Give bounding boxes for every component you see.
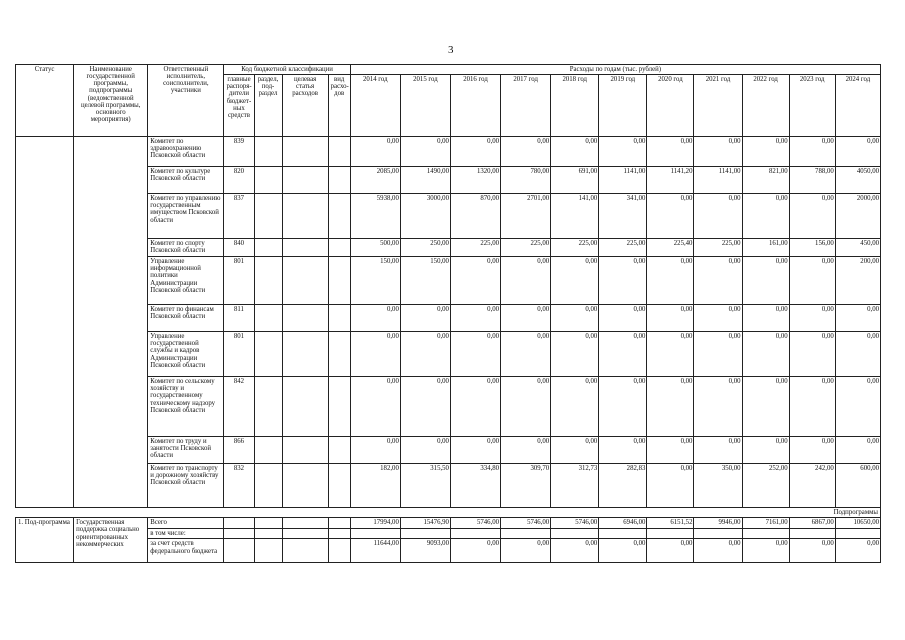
value-cell: 1320,00 [450, 167, 500, 194]
grbs-code-cell: 801 [224, 257, 254, 305]
value-cell: 0,00 [694, 305, 742, 332]
value-cell: 252,00 [742, 464, 789, 508]
total-value: 7161,00 [742, 518, 789, 529]
value-cell: 0,00 [501, 377, 551, 437]
total-value: 10650,00 [835, 518, 880, 529]
value-cell: 0,00 [599, 332, 647, 377]
federal-value: 0,00 [551, 539, 599, 563]
value-cell: 0,00 [400, 437, 450, 464]
executor-cell: Комитет по транспорту и дорожному хозяйству Псковской области [148, 464, 224, 508]
value-cell: 0,00 [450, 377, 500, 437]
code-cell [328, 437, 350, 464]
value-cell: 0,00 [647, 377, 694, 437]
value-cell: 0,00 [742, 137, 789, 167]
header-year: 2020 год [647, 75, 694, 137]
code-cell [328, 464, 350, 508]
value-cell: 0,00 [789, 305, 835, 332]
value-cell: 0,00 [450, 257, 500, 305]
value-cell: 0,00 [647, 257, 694, 305]
total-value: 5746,00 [551, 518, 599, 529]
code-cell [282, 239, 328, 257]
value-cell: 0,00 [789, 332, 835, 377]
federal-value: 0,00 [501, 539, 551, 563]
section-label: Подпрограммы [16, 508, 881, 518]
value-cell: 0,00 [647, 137, 694, 167]
name-cell [74, 137, 148, 508]
header-year: 2024 год [835, 75, 880, 137]
value-cell: 0,00 [350, 437, 400, 464]
value-cell: 315,50 [400, 464, 450, 508]
value-cell: 242,00 [789, 464, 835, 508]
grbs-code-cell: 837 [224, 194, 254, 239]
code-cell [282, 305, 328, 332]
code-cell [282, 377, 328, 437]
value-cell: 225,00 [551, 239, 599, 257]
value-cell: 0,00 [501, 437, 551, 464]
value-cell: 250,00 [400, 239, 450, 257]
value-cell: 0,00 [599, 437, 647, 464]
value-cell: 0,00 [647, 437, 694, 464]
header-year: 2016 год [450, 75, 500, 137]
federal-value: 0,00 [742, 539, 789, 563]
value-cell: 500,00 [350, 239, 400, 257]
code-cell [282, 257, 328, 305]
value-cell: 225,40 [647, 239, 694, 257]
value-cell: 0,00 [450, 437, 500, 464]
value-cell: 350,00 [694, 464, 742, 508]
code-cell [282, 437, 328, 464]
total-value: 5746,00 [450, 518, 500, 529]
header-grbs: главные распоря-дители бюджет-ных средств [224, 75, 254, 137]
value-cell: 0,00 [742, 257, 789, 305]
value-cell: 0,00 [400, 305, 450, 332]
header-rzpr: раздел, под-раздел [254, 75, 282, 137]
value-cell: 0,00 [551, 437, 599, 464]
value-cell: 0,00 [400, 137, 450, 167]
federal-value: 0,00 [694, 539, 742, 563]
value-cell: 0,00 [350, 377, 400, 437]
value-cell: 0,00 [551, 377, 599, 437]
grbs-code-cell: 839 [224, 137, 254, 167]
total-value: 6946,00 [599, 518, 647, 529]
code-cell [282, 194, 328, 239]
total-value: 5746,00 [501, 518, 551, 529]
code-cell [282, 332, 328, 377]
table-row [16, 518, 881, 529]
federal-label: за счет средств федерального бюджета [148, 539, 224, 563]
header-status: Статус [16, 65, 74, 137]
value-cell: 0,00 [694, 437, 742, 464]
value-cell: 141,00 [551, 194, 599, 239]
code-cell [254, 257, 282, 305]
value-cell: 225,00 [450, 239, 500, 257]
header-year: 2018 год [551, 75, 599, 137]
including-label: в том числе: [148, 529, 224, 539]
value-cell: 0,00 [742, 194, 789, 239]
code-cell [328, 167, 350, 194]
value-cell: 0,00 [789, 257, 835, 305]
value-cell: 821,00 [742, 167, 789, 194]
value-cell: 0,00 [742, 377, 789, 437]
code-cell [254, 167, 282, 194]
value-cell: 161,00 [742, 239, 789, 257]
value-cell: 0,00 [694, 257, 742, 305]
code-cell [328, 137, 350, 167]
value-cell: 0,00 [400, 332, 450, 377]
value-cell: 0,00 [501, 137, 551, 167]
value-cell: 0,00 [599, 257, 647, 305]
value-cell: 0,00 [450, 332, 500, 377]
value-cell: 309,70 [501, 464, 551, 508]
federal-value: 0,00 [789, 539, 835, 563]
value-cell: 0,00 [350, 137, 400, 167]
code-cell [254, 305, 282, 332]
value-cell: 4050,00 [835, 167, 880, 194]
value-cell: 600,00 [835, 464, 880, 508]
value-cell: 0,00 [835, 305, 880, 332]
total-value: 17994,00 [350, 518, 400, 529]
value-cell: 282,83 [599, 464, 647, 508]
total-value: 6151,52 [647, 518, 694, 529]
code-cell [328, 305, 350, 332]
value-cell: 0,00 [789, 377, 835, 437]
header-csr: целевая статья расходов [282, 75, 328, 137]
value-cell: 334,80 [450, 464, 500, 508]
value-cell: 0,00 [694, 332, 742, 377]
code-cell [254, 464, 282, 508]
total-value: 15476,90 [400, 518, 450, 529]
value-cell: 0,00 [835, 137, 880, 167]
value-cell: 0,00 [551, 137, 599, 167]
federal-value: 0,00 [647, 539, 694, 563]
value-cell: 788,00 [789, 167, 835, 194]
value-cell: 225,00 [599, 239, 647, 257]
header-vr: вид расхо-дов [328, 75, 350, 137]
value-cell: 0,00 [835, 332, 880, 377]
value-cell: 225,00 [694, 239, 742, 257]
value-cell: 312,73 [551, 464, 599, 508]
grbs-code-cell: 832 [224, 464, 254, 508]
table-row [16, 137, 881, 167]
code-cell [254, 377, 282, 437]
executor-cell: Управление информационной политики Администрации Псковской области [148, 257, 224, 305]
code-cell [254, 437, 282, 464]
code-cell [328, 332, 350, 377]
value-cell: 0,00 [599, 377, 647, 437]
subprogram-status: 1. Под-программа [16, 518, 74, 563]
value-cell: 1141,00 [694, 167, 742, 194]
status-cell [16, 137, 74, 508]
grbs-code-cell: 820 [224, 167, 254, 194]
value-cell: 0,00 [742, 332, 789, 377]
value-cell: 0,00 [551, 257, 599, 305]
header-year: 2019 год [599, 75, 647, 137]
value-cell: 870,00 [450, 194, 500, 239]
code-cell [282, 167, 328, 194]
federal-value: 0,00 [835, 539, 880, 563]
value-cell: 0,00 [501, 257, 551, 305]
code-cell [328, 239, 350, 257]
header-year: 2014 год [350, 75, 400, 137]
value-cell: 0,00 [647, 464, 694, 508]
grbs-code-cell: 840 [224, 239, 254, 257]
grbs-code-cell: 801 [224, 332, 254, 377]
value-cell: 0,00 [789, 137, 835, 167]
total-value: 6867,00 [789, 518, 835, 529]
executor-cell: Комитет по спорту Псковской области [148, 239, 224, 257]
executor-cell: Комитет по труду и занятости Псковской области [148, 437, 224, 464]
code-cell [282, 137, 328, 167]
value-cell: 780,00 [501, 167, 551, 194]
executor-cell: Комитет по здравоохранению Псковской области [148, 137, 224, 167]
value-cell: 0,00 [789, 437, 835, 464]
executor-cell: Комитет по управлению государственным имуществом Псковской области [148, 194, 224, 239]
value-cell: 2000,00 [835, 194, 880, 239]
value-cell: 0,00 [501, 305, 551, 332]
value-cell: 0,00 [551, 305, 599, 332]
header-year: 2015 год [400, 75, 450, 137]
value-cell: 691,00 [551, 167, 599, 194]
code-cell [328, 257, 350, 305]
value-cell: 150,00 [350, 257, 400, 305]
value-cell: 2701,00 [501, 194, 551, 239]
value-cell: 0,00 [350, 332, 400, 377]
value-cell: 0,00 [647, 194, 694, 239]
page-number: 3 [448, 44, 454, 56]
value-cell: 0,00 [450, 137, 500, 167]
code-cell [328, 377, 350, 437]
header-executor: Ответственный исполнитель, соисполнители, участники [148, 65, 224, 137]
value-cell: 341,00 [599, 194, 647, 239]
code-cell [254, 137, 282, 167]
value-cell: 0,00 [551, 332, 599, 377]
value-cell: 0,00 [789, 194, 835, 239]
value-cell: 0,00 [647, 332, 694, 377]
value-cell: 156,00 [789, 239, 835, 257]
value-cell: 0,00 [694, 377, 742, 437]
header-year: 2022 год [742, 75, 789, 137]
value-cell: 182,00 [350, 464, 400, 508]
federal-value: 0,00 [599, 539, 647, 563]
value-cell: 1141,00 [599, 167, 647, 194]
header-name: Наименование государственной программы, подпрограммы (ведомственной целевой программы, основного мероприятия) [74, 65, 148, 137]
value-cell: 0,00 [694, 194, 742, 239]
header-year: 2017 год [501, 75, 551, 137]
grbs-code-cell: 842 [224, 377, 254, 437]
value-cell: 0,00 [350, 305, 400, 332]
value-cell: 3000,00 [400, 194, 450, 239]
value-cell: 450,00 [835, 239, 880, 257]
value-cell: 150,00 [400, 257, 450, 305]
executor-cell: Управление государственной службы и кадров Администрации Псковской области [148, 332, 224, 377]
subprogram-name: Государственная поддержка социально ориентированных некоммерческих [74, 518, 148, 563]
value-cell: 0,00 [835, 437, 880, 464]
code-cell [254, 332, 282, 377]
total-label: Всего [148, 518, 224, 529]
grbs-code-cell: 866 [224, 437, 254, 464]
value-cell: 5938,00 [350, 194, 400, 239]
value-cell: 0,00 [599, 305, 647, 332]
header-expenses: Расходы по годам (тыс. рублей) [350, 65, 880, 75]
header-year: 2021 год [694, 75, 742, 137]
total-value: 9946,00 [694, 518, 742, 529]
value-cell: 0,00 [501, 332, 551, 377]
value-cell: 1490,00 [400, 167, 450, 194]
value-cell: 2085,00 [350, 167, 400, 194]
value-cell: 225,00 [501, 239, 551, 257]
value-cell: 200,00 [835, 257, 880, 305]
grbs-code-cell: 811 [224, 305, 254, 332]
code-cell [254, 239, 282, 257]
code-cell [282, 464, 328, 508]
value-cell: 0,00 [450, 305, 500, 332]
executor-cell: Комитет по культуре Псковской области [148, 167, 224, 194]
header-budget-code: Код бюджетной классификации [224, 65, 350, 75]
executor-cell: Комитет по сельскому хозяйству и государственному техническому надзору Псковской области [148, 377, 224, 437]
federal-value: 9093,00 [400, 539, 450, 563]
value-cell: 0,00 [647, 305, 694, 332]
federal-value: 11644,00 [350, 539, 400, 563]
header-year: 2023 год [789, 75, 835, 137]
executor-cell: Комитет по финансам Псковской области [148, 305, 224, 332]
value-cell: 0,00 [694, 137, 742, 167]
value-cell: 0,00 [835, 377, 880, 437]
code-cell [328, 194, 350, 239]
value-cell: 0,00 [742, 305, 789, 332]
code-cell [254, 194, 282, 239]
federal-value: 0,00 [450, 539, 500, 563]
budget-table [15, 64, 881, 563]
value-cell: 0,00 [599, 137, 647, 167]
value-cell: 0,00 [742, 437, 789, 464]
value-cell: 0,00 [400, 377, 450, 437]
value-cell: 1141,20 [647, 167, 694, 194]
